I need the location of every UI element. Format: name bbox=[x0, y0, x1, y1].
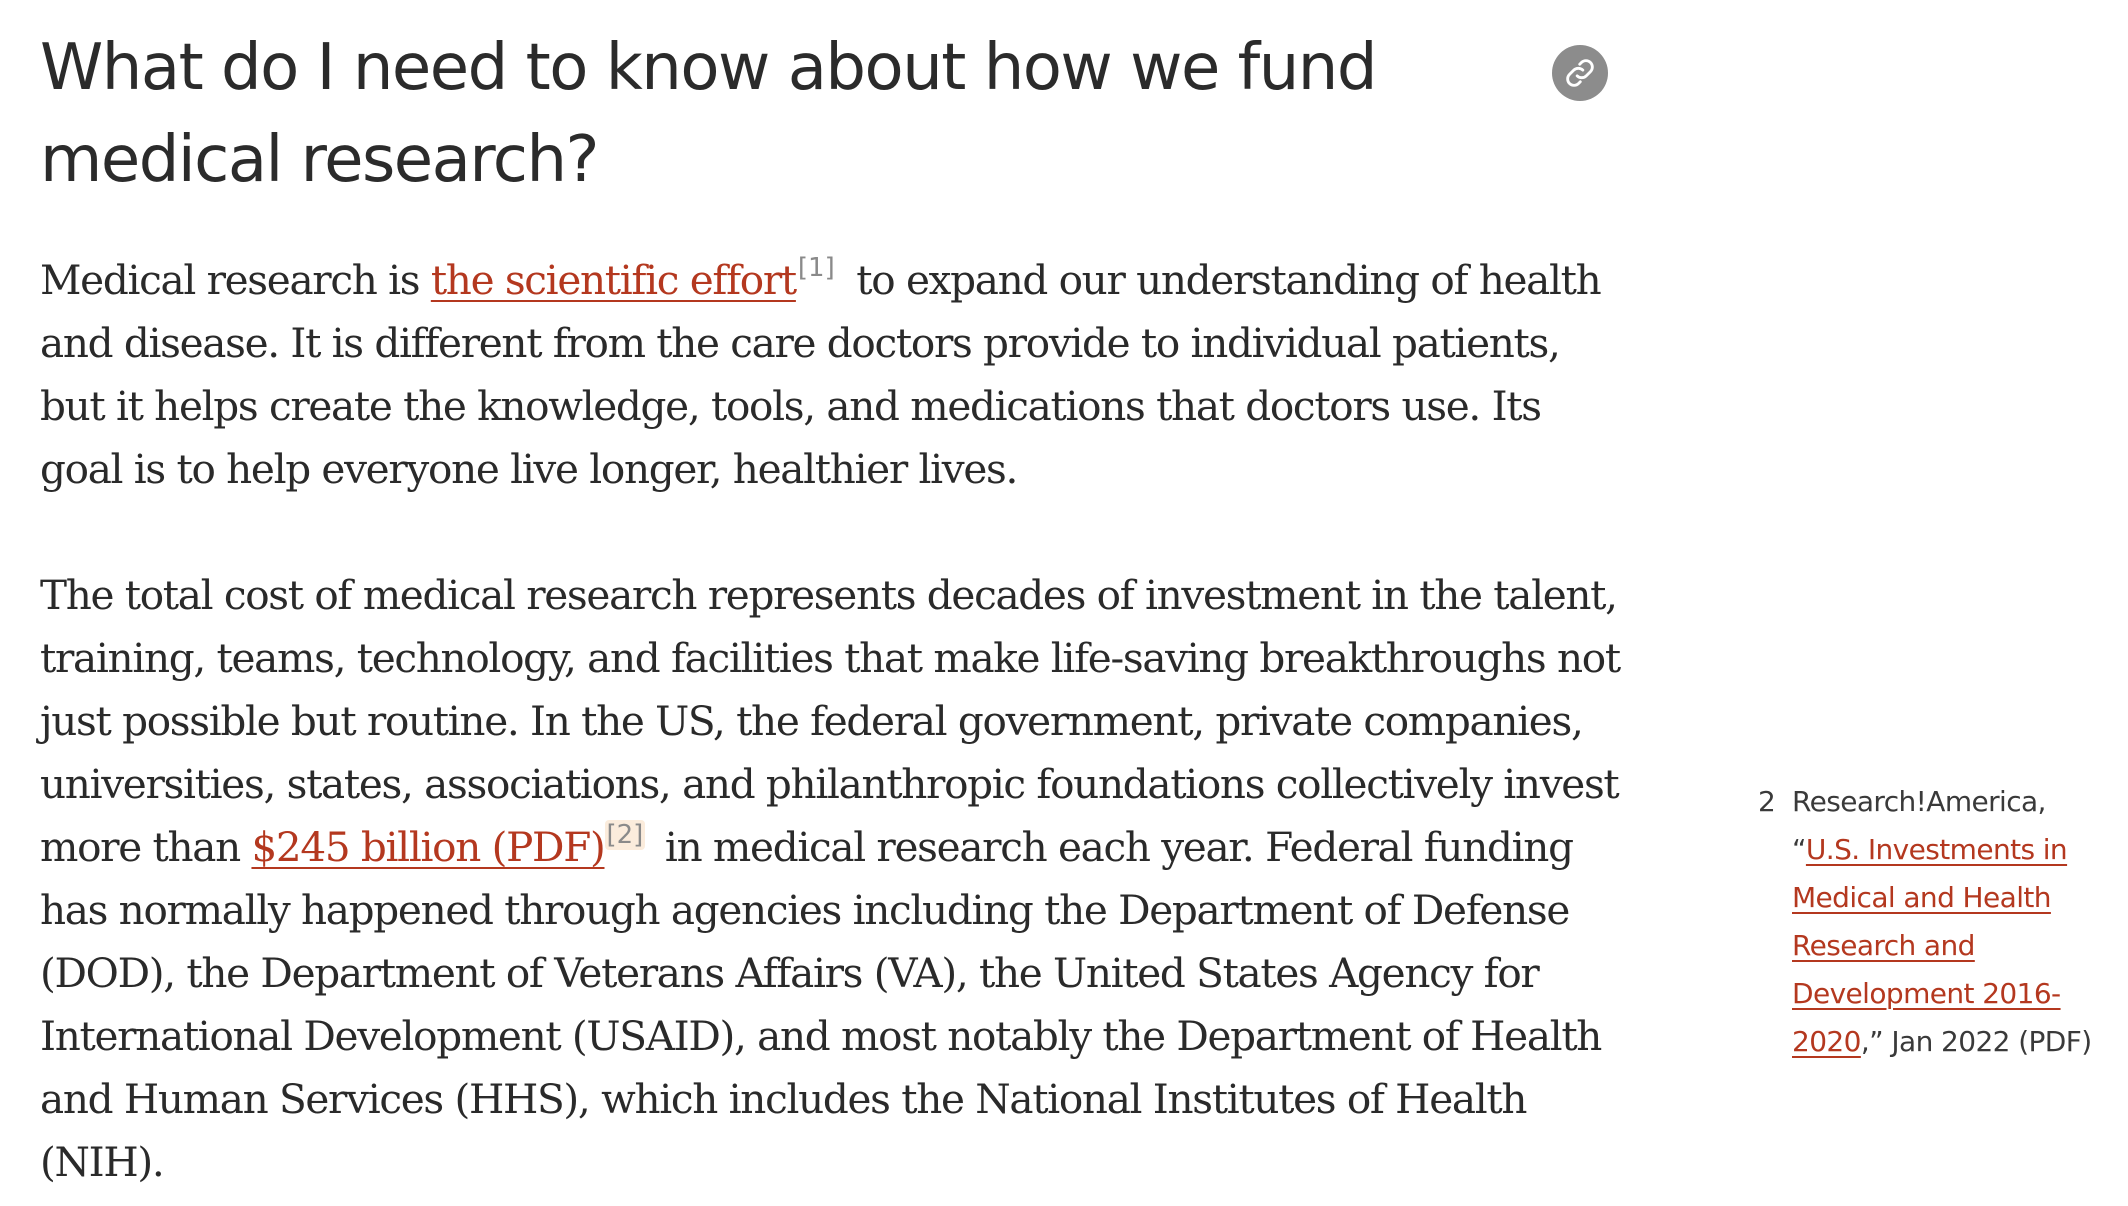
page-title: What do I need to know about how we fund medical research? bbox=[40, 31, 1376, 197]
copy-link-button[interactable] bbox=[1552, 45, 1608, 101]
para2-text-before: The total cost of medical research represents decades of investment in the talent, training, teams, technology, and facilities that make life-saving breakthroughs not just possible but routine. In the US, the federal government, private companies, universities, states, associations, and philanthropic foundations collectively invest more than bbox=[40, 571, 1620, 871]
footnote-body bbox=[1792, 778, 2128, 1066]
footnote-number: 2 bbox=[1758, 785, 1776, 818]
citation-2[interactable]: [2] bbox=[606, 820, 644, 850]
para1-text-after: to expand our understanding of health and disease. It is different from the care doctors provide to individual patients, but it helps create the knowledge, tools, and medications that doctors use. Its goal is to help everyone live longer, healthier lives. bbox=[40, 256, 1601, 493]
para1-text-before: Medical research is bbox=[40, 256, 431, 304]
para2-text-after: in medical research each year. Federal funding has normally happened through agencies including the Department of Defense (DOD), the Department of Veterans Affairs (VA), the United States Agency for International Development (USAID), and most notably the Department of Health and Human Services (HHS), which includes the National Institutes of Health (NIH). bbox=[40, 823, 1602, 1186]
funding-paragraph bbox=[40, 564, 1630, 1194]
footnote-open-quote: “ bbox=[1792, 833, 1806, 866]
footnote-close-quote: ,” bbox=[1860, 1025, 1884, 1058]
citation-1[interactable]: [1] bbox=[797, 253, 835, 283]
footnote-source: Research!America, bbox=[1792, 785, 2046, 818]
scientific-effort-link[interactable]: the scientific effort bbox=[430, 256, 796, 304]
intro-paragraph bbox=[40, 249, 1630, 501]
footnote-meta: Jan 2022 (PDF) bbox=[1883, 1025, 2092, 1058]
245-billion-pdf-link[interactable]: $245 billion (PDF) bbox=[251, 823, 605, 871]
link-icon bbox=[1563, 56, 1597, 90]
footnote-report-link[interactable]: U.S. Investments in Medical and Health Research and Development 2016-2020 bbox=[1792, 833, 2068, 1058]
footnote-2 bbox=[1758, 778, 2128, 1066]
